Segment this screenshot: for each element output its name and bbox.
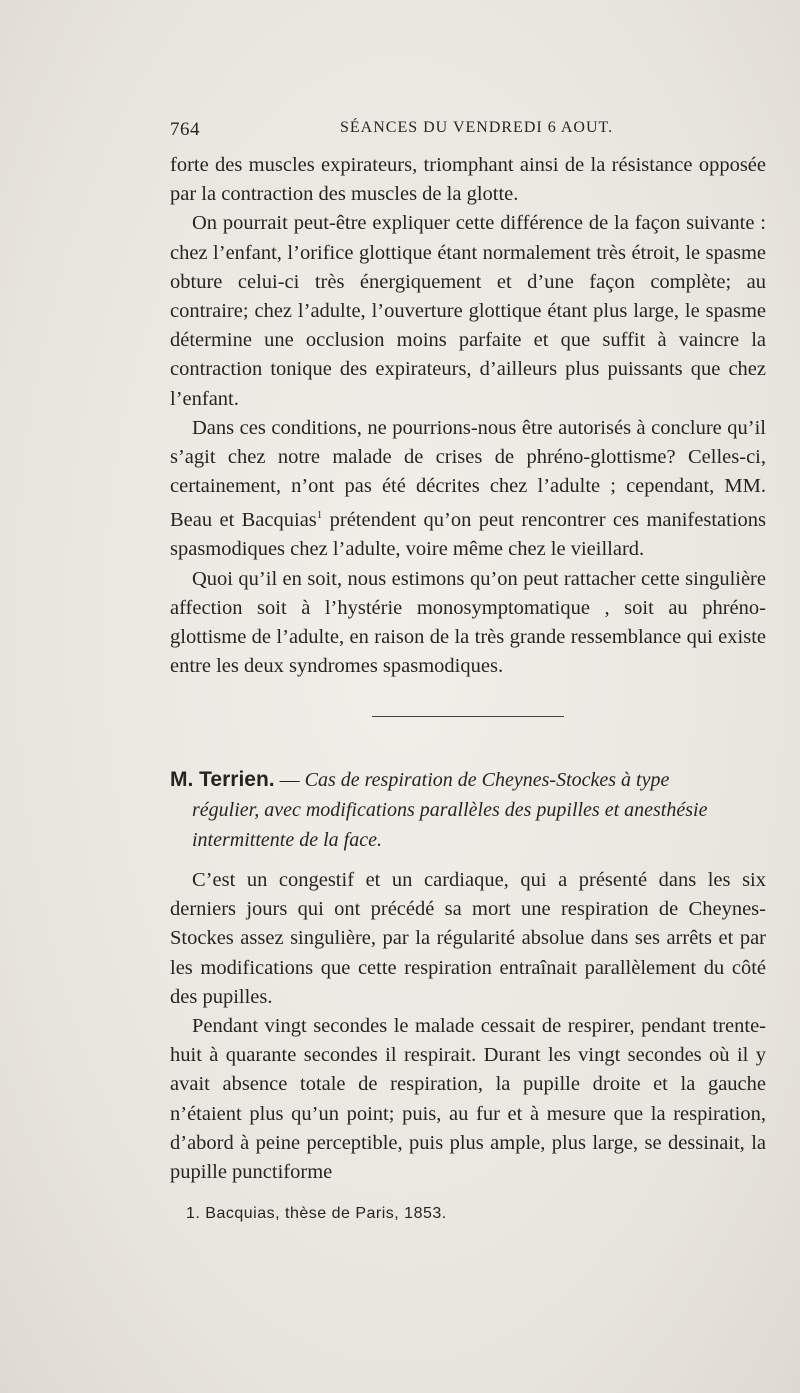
footnote: 1. Bacquias, thèse de Paris, 1853. xyxy=(186,1205,447,1222)
author-name: M. Terrien. xyxy=(170,768,275,791)
paragraph: Pendant vingt secondes le malade cessait de respirer, pendant trente-huit à quarante secondes il respirait. Durant les vingt secondes où il y avait absence totale de respiration, la pupille droite et la gauche n’étaient plus qu’un point; puis, au fur et à mesure que la respiration, d’abord à peine perceptible, puis plus ample, plus large, se dessinait, la pupille punctiforme xyxy=(170,1015,766,1184)
section-divider xyxy=(372,716,564,717)
section-title: régulier, avec modifications parallèles des pupilles et anesthésie xyxy=(192,799,708,821)
paragraph-text: prétendent qu’on peut rencontrer ces manifestations spasmodiques chez l’adulte, voire même chez le vieillard. xyxy=(170,509,767,561)
paragraph: Quoi qu’il en soit, nous estimons qu’on peut rattacher cette singulière affection soit à l’hystérie monosymptomatique , soit au phréno-glottisme de l’adulte, en raison de la très grande ressemblance qui existe entre les deux syndromes spasmodiques. xyxy=(170,567,766,678)
body-text-upper xyxy=(170,151,766,681)
paragraph xyxy=(170,414,766,565)
page-number: 764 xyxy=(170,119,200,140)
section-heading xyxy=(170,765,770,855)
body-text-lower xyxy=(170,866,766,1187)
running-title: SÉANCES DU VENDREDI 6 AOUT. xyxy=(340,119,614,136)
paragraph: forte des muscles expirateurs, triomphant ainsi de la résistance opposée par la contraction des muscles de la glotte. xyxy=(170,154,766,206)
paragraph-text: Dans ces conditions, ne pourrions-nous être autorisés à conclure qu’il s’agit chez notre malade de crises de phréno-glottisme? Celles-ci, certainement, n’ont pas été décrites chez l’adulte ; cependant, MM. Beau et Bacquias xyxy=(170,416,766,532)
page-header xyxy=(170,119,768,143)
section-title: intermittente de la face. xyxy=(192,829,382,851)
paragraph: C’est un congestif et un cardiaque, qui a présenté dans les six derniers jours qui ont précédé sa mort une respiration de Cheynes-Stockes assez singulière, par la régularité absolue dans ses arrêts et par les modifications que cette respiration entraînait parallèlement du côté des pupilles. xyxy=(170,869,766,1008)
footnote-mark: 1 xyxy=(316,509,323,522)
section-title: Cas de respiration de Cheynes-Stockes à type xyxy=(304,769,670,791)
paragraph: On pourrait peut-être expliquer cette différence de la façon suivante : chez l’enfant, l’orifice glottique étant normalement très étroit, le spasme obture celui-ci très énergiquement et d’une façon complète; au contraire; chez l’adulte, l’ouverture glottique étant plus large, le spasme détermine une occlusion moins parfaite et que suffit à vaincre la contraction tonique des expirateurs, d’ailleurs plus puissants que chez l’enfant. xyxy=(170,212,766,410)
heading-dash: — xyxy=(274,769,305,791)
